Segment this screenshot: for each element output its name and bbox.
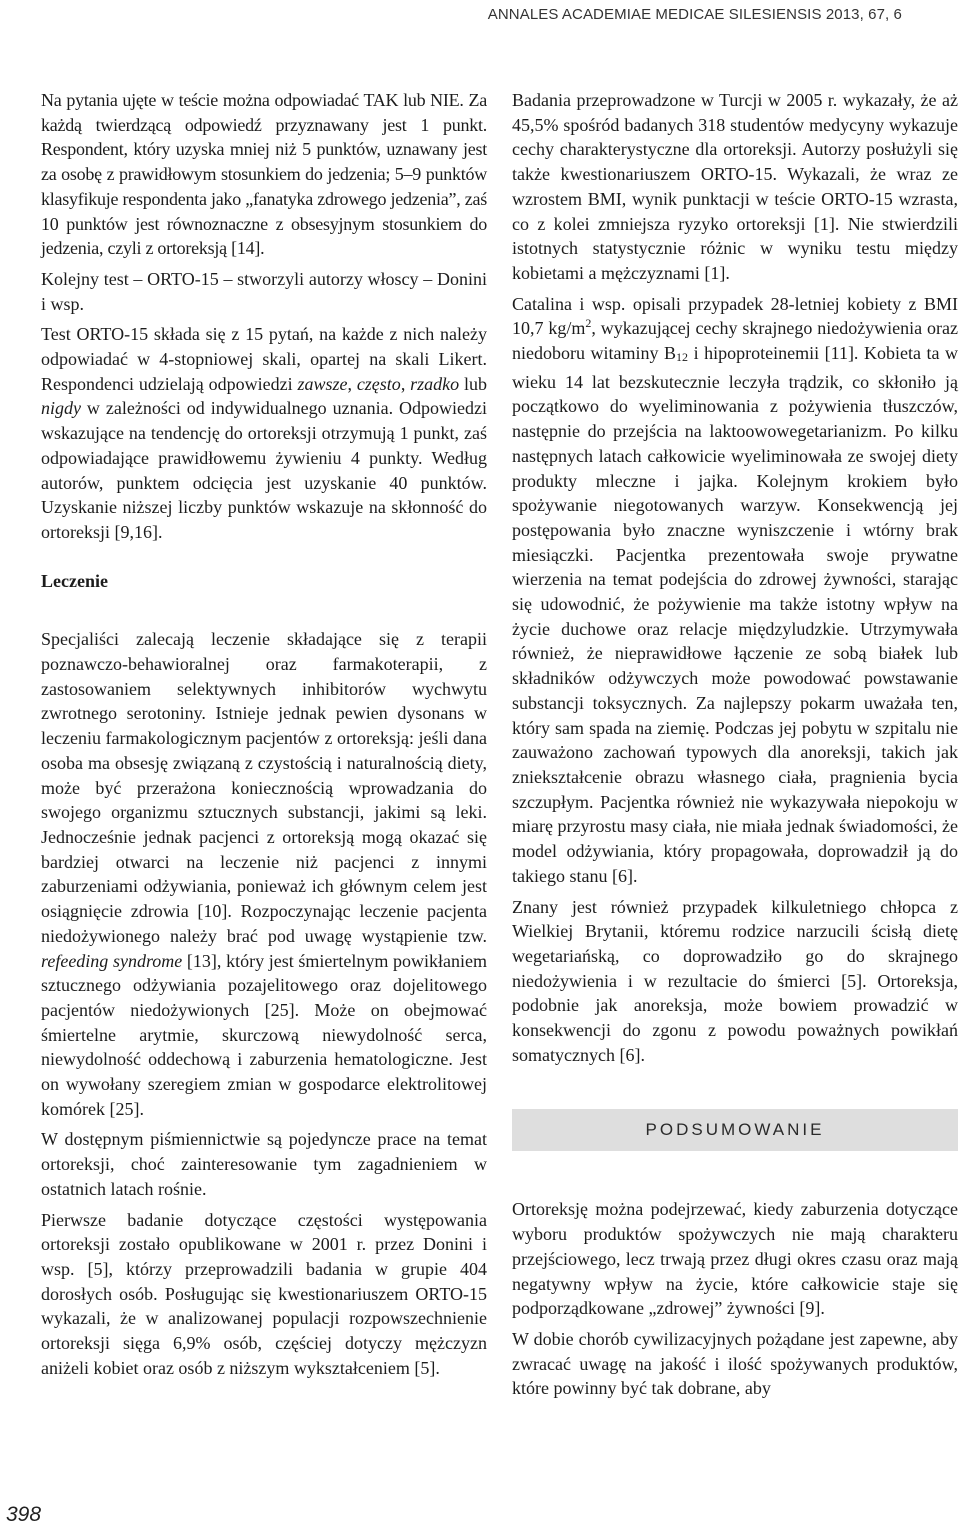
italic-term: rzadko [410, 373, 460, 394]
superscript: 2 [585, 316, 592, 331]
paragraph-treatment [41, 627, 487, 1121]
paragraph-orto15-scale [41, 322, 487, 544]
section-heading-summary [512, 1109, 958, 1151]
italic-term: zawsze [297, 373, 348, 394]
text-run: w zależności od indywidualnego uznania. Odpowiedzi wskazujące na tendencję do ortoreksji otrzymują 1 punkt, zaś odpowiadające prawidłowemu żywieniu 4 punkty. Według autorów, punktem odcięcia jest uzyskanie 40 punktów. Uzyskanie niższej liczby punktów wskazuje na skłonność do ortoreksji [9,16]. [41, 398, 487, 542]
paragraph-case-report [512, 292, 958, 889]
subscript: 12 [676, 350, 689, 365]
running-header: ANNALES ACADEMIAE MEDICAE SILESIENSIS 2013, 67, 6 [487, 6, 902, 23]
right-column [512, 88, 958, 1401]
italic-term: nigdy [41, 398, 81, 419]
paragraph-summary: Ortoreksję można podejrzewać, kiedy zaburzenia dotyczące wyboru produktów spożywczych nie mają charakteru przejściowego, lecz trwają przez długi okres czasu oraz mają negatywny wpływ na życie, które całkowicie staje się podporządkowane „zdrowej” żywności [9]. [512, 1199, 958, 1319]
paragraph-literature: W dostępnym piśmiennictwie są pojedyncze prace na temat ortoreksji, choć zainteresowanie tym zagadnieniem w ostatnich latach rośnie. [41, 1129, 487, 1199]
text-run: [13], który jest śmiertelnym powikłaniem sztucznego odżywiania pozajelitowego oraz dojelitowego pacjentów niedożywionych [25]. Może on obejmować śmiertelne arytmie, skurczową niewydolność serca, niewydolność oddechową i zaburzenia hematologiczne. Jest on wywołany szeregiem zmian w gospodarce elektrolitowej komórek [25]. [41, 950, 487, 1119]
text-run: , [347, 373, 357, 394]
paragraph-turkey-study: Badania przeprowadzone w Turcji w 2005 r. wykazały, że aż 45,5% spośród badanych 318 studentów medycyny wykazuje cechy charakterystyczne dla ortoreksji. Autorzy posłużyli się także kwestionariuszem ORTO-15. Wykazali, że wraz ze wzrostem BMI, wynik punktacji w teście ORTO-15 wzrasta, co z kolei zmniejsza ryzyko ortoreksji [1]. Nie stwierdzili istotnych statystycznie różnic w wyniku testu między kobietami a mężczyznami [1]. [512, 90, 958, 283]
page-number: 398 [6, 1503, 42, 1526]
text-run: i hipoproteinemii [11]. Kobieta ta w wieku 14 lat bezskutecznie leczyła trądzik, co skłoniło ją początkowo do wyeliminowania z pożywienia tłuszczów, następnie do przejścia na laktoowowegetarianizm. Po kilku następnych latach całkowicie wyeliminowała ze swojej diety produkty mleczne i jajka. Kolejnym krokiem było spożywanie niegotowanych warzyw. Konsekwencją jej postępowania było znaczne wyniszczenie i wtórny brak miesiączki. Pacjentka prezentowała swoje prywatne wierzenia na temat podejścia do zdrowej żywności, starając się udowodnić, że pożywienie ma także istotny wpływ na życie duchowe oraz relacje międzyludzkie. Utrzymywała również, że nieprawidłowe łączenie ze sobą białek lub składników odżywczych może powodować powstawanie substancji toksycznych. Za najlepszy pokarm uważała ten, który sam spada na ziemię. Podczas jej pobytu w szpitalu nie zauważono zachowań typowych dla anoreksji, takich jak zniekształcenie obrazu własnego ciała, pragnienia bycia szczupłym. Pacjentka również nie wykazywała niepokoju w miarę przyrostu masy ciała, nie miała jednak świadomości, że model odżywiania, który propagowała, doprowadził ją do takiego stanu [6]. [512, 343, 958, 886]
text-run: , wykazującej cechy skrajnego niedożywienia oraz niedoboru witaminy B [512, 318, 958, 364]
text-run: Test ORTO-15 składa się z 15 pytań, na każde z nich należy odpowiadać w 4-stopniowej skali, opartej na skali Likert. Respondenci udzielają odpowiedzi [41, 324, 487, 394]
paragraph-first-study: Pierwsze badanie dotyczące częstości występowania ortoreksji zostało opublikowane w 2001 r. przez Donini i wsp. [5], którzy przeprowadzili badania w grupie 404 dorosłych osób. Posługując się kwestionariuszem ORTO-15 wykazali, że w analizowanej populacji rozpowszechnienie ortoreksji sięga 6,9% osób, częściej dotyczy mężczyzn aniżeli kobiet oraz osób z niższym wykształceniem [5]. [41, 1209, 487, 1378]
paragraph-civilization-diseases: W dobie chorób cywilizacyjnych pożądane jest zapewne, aby zwracać uwagę na jakość i ilość spożywanych produktów, które powinny być tak dobrane, aby [512, 1328, 958, 1399]
text-run: , [400, 373, 411, 394]
paragraph-orto15-intro: Kolejny test – ORTO-15 – stworzyli autorzy włoscy – Donini i wsp. [41, 268, 487, 314]
left-column [41, 88, 487, 1380]
text-run: Catalina i wsp. opisali przypadek 28-letniej kobiety z BMI 10,7 kg/m [512, 293, 958, 339]
section-heading-treatment: Leczenie [41, 570, 108, 591]
text-run: Specjaliści zalecają leczenie składające się z terapii poznawczo-behawioralnej oraz farmakoterapii, z zastosowaniem selektywnych inhibitorów wychwytu zwrotnego serotoniny. Istnieje jednak pewien dysonans w leczeniu farmakologicznym pacjentów z ortoreksją: jeśli dana osoba ma obsesję związaną z czystością i naturalnością diety, może być przerażona koniecznością wprowadzania do swojego organizmu sztucznych substancji, jakimi są leki. Jednocześnie jednak pacjenci z ortoreksją mogą okazać się bardziej otwarci na leczenie niż pacjenci z innymi zaburzeniami odżywiania, ponieważ ich głównym celem jest osiągnięcie zdrowia [10]. Rozpoczynając leczenie pacjenta niedożywionego należy brać pod uwagę wystąpienie tzw. [41, 629, 487, 946]
italic-term: często [356, 373, 401, 394]
paragraph-scoring: Na pytania ujęte w teście można odpowiadać TAK lub NIE. Za każdą twierdzącą odpowiedź przyznawany jest 1 punkt. Respondent, który uzyska mniej niż 5 punktów, uznawany jest za osobę z prawidłowym stosunkiem do jedzenia; 5–9 punktów klasyfikuje respondenta jako „fanatyka zdrowego jedzenia”, zaś 10 punktów jest równoznaczne z obsesyjnym stosunkiem do jedzenia, czyli z ortoreksją [14]. [41, 90, 487, 259]
paragraph-uk-case: Znany jest również przypadek kilkuletniego chłopca z Wielkiej Brytanii, któremu rodzice narzucili ścisłą dietę wegetariańską, co doprowadziło go do skrajnego niedożywienia i w rezultacie do śmierci [5]. Ortoreksja, podobnie jak anoreksja, może bowiem prowadzić w konsekwencji do zgonu z powodu poważnych powikłań somatycznych [6]. [512, 896, 958, 1065]
italic-term: refeeding syndrome [41, 950, 183, 971]
text-run: lub [459, 373, 487, 394]
summary-heading-label: PODSUMOWANIE [645, 1120, 825, 1140]
